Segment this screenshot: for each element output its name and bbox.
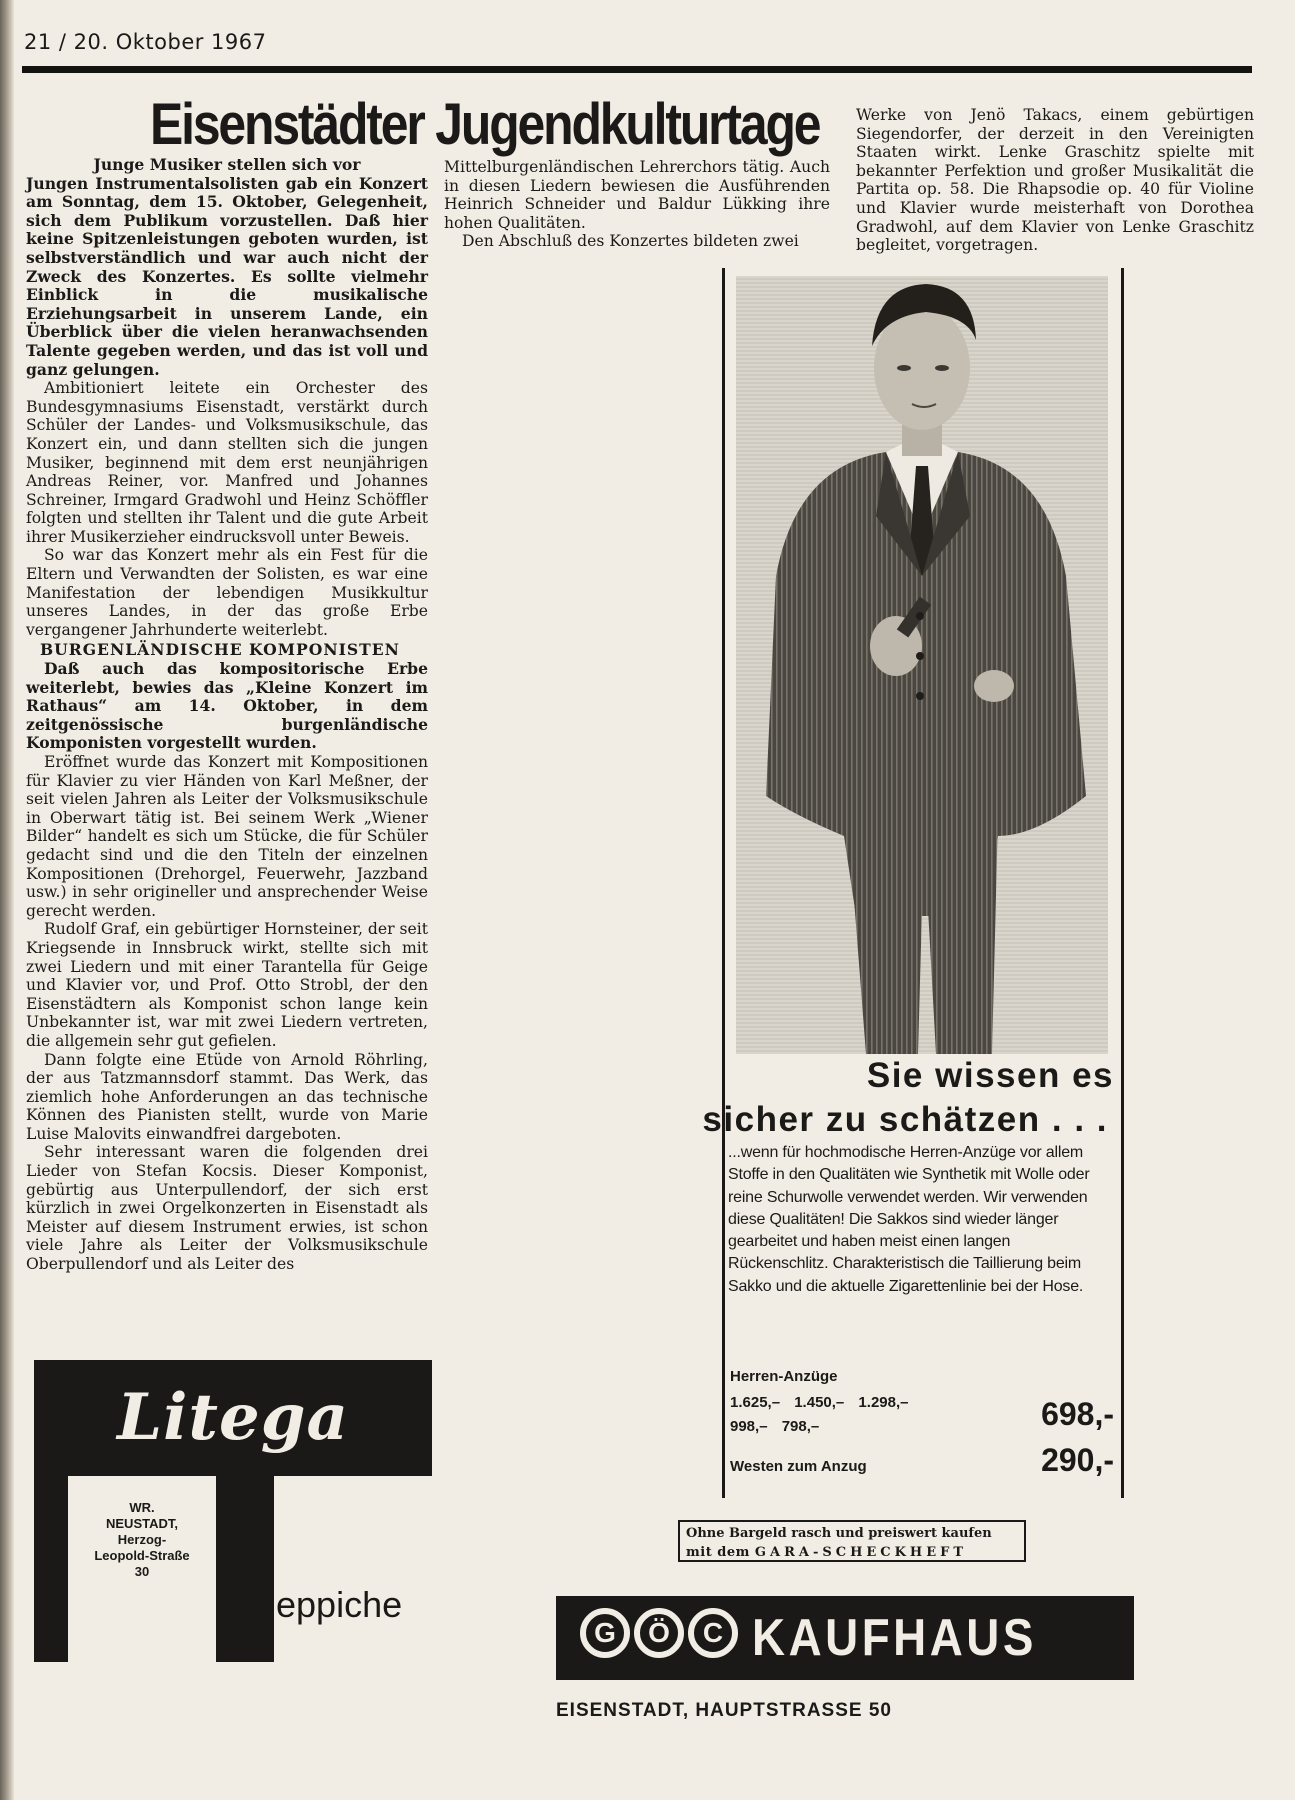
address-line: NEUSTADT, xyxy=(106,1516,178,1531)
goec-logo xyxy=(580,1608,738,1658)
article-column-1 xyxy=(26,156,428,1274)
address-line: 30 xyxy=(134,1564,150,1579)
article-subheading: BURGENLÄNDISCHE KOMPONISTEN xyxy=(40,640,400,660)
kaufhaus-address: EISENSTADT, HAUPTSTRASSE 50 xyxy=(556,1700,892,1721)
goec-kaufhaus-banner xyxy=(556,1596,1134,1680)
litega-advertisement xyxy=(34,1360,432,1662)
address-line: Herzog- xyxy=(117,1532,167,1547)
gara-brand: GARA-SCHECKHEFT xyxy=(754,1545,968,1560)
gara-prefix: mit dem xyxy=(686,1545,750,1560)
logo-ring-g: G xyxy=(580,1608,630,1658)
ad-prices-row-2: 998,– 798,– xyxy=(730,1418,820,1435)
ad-slogan-line-2: sicher zu schätzen . . . xyxy=(702,1100,1108,1139)
gara-line-1: Ohne Bargeld rasch und preiswert kaufen xyxy=(686,1526,992,1541)
suit-photo xyxy=(736,276,1108,1054)
article-lead: Jungen Instrumentalsolisten gab ein Konzert am Sonntag, dem 15. Oktober, Gelegenheit, sich dem Publikum vorzustellen. Daß hier keine Spitzenleistungen geboten wurden, ist selbstverständlich und war auch nicht der Zweck des Konzertes. Es sollte vielmehr Einblick in die musikalische Erziehungsarbeit in unserem Lande, ein Überblick über die vielen heranwachsenden Talente gegeben werden, und das ist voll und ganz gelungen. xyxy=(26,173,428,379)
address-line: Leopold-Straße xyxy=(94,1548,190,1563)
litega-logo: Litega xyxy=(117,1380,349,1455)
man-in-suit-illustration xyxy=(736,276,1108,1054)
ad-body-text: ...wenn für hochmodische Herren-Anzüge vor allem Stoffe in den Qualitäten wie Synthetik mit Wolle oder reine Schurwolle verwendet werden. Wir verwenden diese Qualitäten! Die Sakkos sind wieder länger gearbeitet und haben meist einen langen Rückenschlitz. Charakteristisch die Taillierung beim Sakko und die aktuelle Zigarettenlinie bei der Hose. xyxy=(728,1144,1090,1295)
article-paragraph: So war das Konzert mehr als ein Fest für die Eltern und Verwandten der Solisten, es war eine Manifestation der lebendigen Musikkultur unseres Landes, in der das große Erbe vergangener Jahrhunderte weiterlebt. xyxy=(26,546,428,639)
article-paragraph: Mittelburgenländischen Lehrerchors tätig. Auch in diesen Liedern bewiesen die Ausführenden Heinrich Schneider und Baldur Lükking ihre hohen Qualitäten. xyxy=(444,158,830,232)
litega-right-panel xyxy=(274,1476,432,1662)
page-header: 21 / 20. Oktober 1967 xyxy=(24,30,267,54)
article-paragraph: Werke von Jenö Takacs, einem gebürtigen Siegendorfer, der derzeit in den Vereinigten Staaten wirkt. Lenke Graschitz spielte mit bekannter Perfektion und großer Musikalität die Partita op. 58. Die Rhapsodie op. 40 für Violine und Klavier wurde meisterhaft von Dorothea Gradwohl, auf dem Klavier von Lenke Graschitz begleitet, vorgetragen. xyxy=(856,106,1254,255)
ad-prices-row-1: 1.625,– 1.450,– 1.298,– xyxy=(730,1394,909,1411)
ad-westen-label: Westen zum Anzug xyxy=(730,1458,867,1475)
address-line: WR. xyxy=(129,1500,155,1515)
article-paragraph: Rudolf Graf, ein gebürtiger Hornsteiner, der seit Kriegsende in Innsbruck wirkt, stellte sich mit zwei Liedern und mit einer Tarantella für Geige und Klavier vor, und Prof. Otto Strobl, der den Eisenstädtern als Komponist schon lange kein Unbekannter ist, war mit zwei Liedern vertreten, die allgemein sehr gut gefielen. xyxy=(26,920,428,1050)
article-subtitle: Junge Musiker stellen sich vor xyxy=(93,155,361,174)
article-paragraph: Ambitioniert leitete ein Orchester des Bundesgymnasiums Eisenstadt, verstärkt durch Schüler der Landes- und Volksmusikschule, das Konzert ein, und dann stellten sich die jungen Musiker, beginnend mit dem erst neunjährigen Andreas Reiner, vor. Manfred und Johannes Schreiner, Irmgard Gradwohl und Heinz Schöffler folgten und stellten ihr Talent und die gute Arbeit ihrer Musikerzieher eindrucksvoll unter Beweis. xyxy=(26,379,428,546)
ad-prices-label: Herren-Anzüge xyxy=(730,1368,838,1385)
header-rule xyxy=(22,66,1252,73)
article-paragraph: Den Abschluß des Konzertes bildeten zwei xyxy=(462,232,799,251)
litega-teppiche-word: eppiche xyxy=(276,1584,403,1625)
ad-slogan-line-1: Sie wissen es xyxy=(866,1056,1114,1095)
kaufhaus-word: KAUFHAUS xyxy=(752,1609,1037,1667)
page-binding-edge xyxy=(0,0,14,1800)
litega-address-box xyxy=(68,1476,216,1662)
article-column-3 xyxy=(856,106,1254,255)
logo-ring-oe: Ö xyxy=(634,1608,684,1658)
logo-ring-c: C xyxy=(688,1608,738,1658)
article-lead-2: Daß auch das kompositorische Erbe weiterlebt, bewies das „Kleine Konzert im Rathaus“ am 14. Oktober, in dem zeitgenössische burgenländische Komponisten vorgestellt wurden. xyxy=(26,659,428,753)
ad-price-highlight: 698,- xyxy=(1041,1396,1114,1432)
article-headline: Eisenstädter Jugendkulturtage xyxy=(150,92,820,157)
article-paragraph: Sehr interessant waren die folgenden drei Lieder von Stefan Kocsis. Dieser Komponist, gebürtig aus Unterpullendorf, der sich erst kürzlich in zwei Orgelkonzerten in Eisenstadt als Meister auf diesem Instrument erwies, ist schon viele Jahre als Leiter der Volksmusikschule Oberpullendorf und als Leiter des xyxy=(26,1143,428,1274)
ad-westen-price: 290,- xyxy=(1041,1442,1114,1478)
article-paragraph: Eröffnet wurde das Konzert mit Kompositionen für Klavier zu vier Händen von Karl Meßner, der seit vielen Jahren als Leiter der Volksmusikschule in Oberwart tätig ist. Bei seinem Werk „Wiener Bilder“ handelt es sich um Stücke, die für Schüler gedacht sind und die den Titeln der einzelnen Kompositionen (Drehorgel, Feuerwehr, Jazzband usw.) in sehr origineller und ansprechender Weise gerecht werden. xyxy=(26,753,428,920)
litega-address xyxy=(68,1500,216,1580)
article-column-2 xyxy=(444,158,830,251)
gara-scheckheft-box xyxy=(678,1520,1026,1562)
gara-line-2 xyxy=(686,1543,1018,1562)
article-paragraph: Dann folgte eine Etüde von Arnold Röhrling, der aus Tatzmannsdorf stammt. Das Werk, das ziemlich hohe Anforderungen an das technische Können des Pianisten stellt, wurde von Marie Luise Malovits einwandfrei dargeboten. xyxy=(26,1050,428,1143)
